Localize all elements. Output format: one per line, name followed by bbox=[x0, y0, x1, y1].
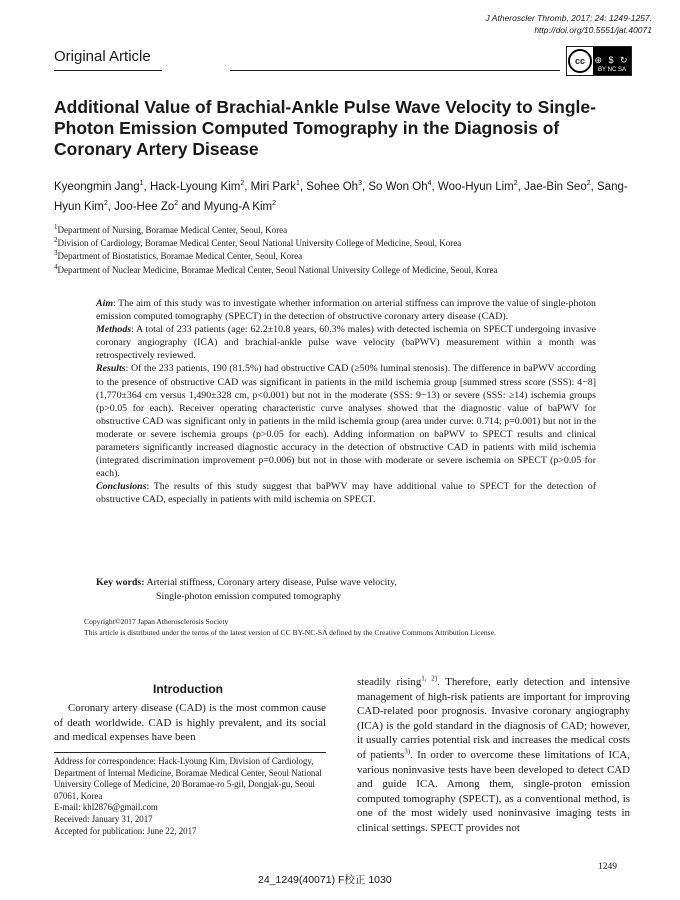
author-separator: , bbox=[517, 181, 525, 193]
citation-ref: 1, 2) bbox=[421, 674, 438, 683]
author-name: Woo-Hyun Lim bbox=[437, 181, 514, 193]
author-name: Kyeongmin Jang bbox=[54, 181, 140, 193]
author-list bbox=[54, 177, 644, 217]
affiliation-text: Department of Biostatistics, Boramae Medical Center, Seoul, Korea bbox=[57, 251, 303, 262]
author-separator: , bbox=[431, 181, 438, 193]
introduction-paragraph: Coronary artery disease (CAD) is the most common cause of death worldwide. CAD is highly prevalent, and its social and medical expenses have been bbox=[54, 702, 326, 744]
affiliation-text: Division of Cardiology, Boramae Medical Center, Seoul National University College of Medicine, Seoul, Korea bbox=[57, 238, 462, 249]
affiliation-text: Department of Nuclear Medicine, Boramae Medical Center, Seoul National University College of Medicine, Seoul, Korea bbox=[57, 264, 498, 275]
author-affiliation-mark: 2 bbox=[272, 200, 277, 208]
journal-citation-block bbox=[486, 12, 652, 36]
author-separator: , bbox=[299, 181, 307, 193]
license-glyphs-icon: ⊕ $ ↻ bbox=[594, 55, 630, 65]
author-separator: , bbox=[244, 181, 251, 193]
author-name: Sang-Hyun Kim bbox=[54, 181, 628, 213]
author-affiliation-mark: 1 bbox=[139, 180, 144, 188]
author-affiliation-mark: 2 bbox=[174, 200, 179, 208]
abstract-conclusions: Conclusions: The results of this study suggest that baPWV may have additional value to SPECT for the detection of obstructive CAD, especially in patients with mild ischemia on SPECT. bbox=[96, 481, 596, 506]
author-affiliation-mark: 2 bbox=[586, 180, 591, 188]
header-rule-left bbox=[54, 70, 162, 71]
cc-license-badge bbox=[566, 46, 632, 76]
affiliation-item bbox=[54, 250, 644, 263]
keywords-line-1: Key words: Arterial stiffness, Coronary artery disease, Pulse wave velocity, bbox=[96, 577, 397, 588]
introduction-continued: steadily rising$^{1, 2)}$. Therefore, early detection and intensive management of high-risk patients are important for improving CAD-related poor prognosis. Invasive coronary angiography (ICA) is the gold standard in the diagnosis of CAD; however, it usually carries potential risk and increases the medical costs of patients$^{3)}$. In order to overcome these limitations of ICA, various noninvasive tests have been developed to detect CAD and guide ICA. Among them, single-proton emission computed tomography (SPECT), as a conventional method, is one of the most widely used noninvasive imaging tests in clinical settings. SPECT provides not bbox=[357, 674, 630, 834]
email-link[interactable]: E-mail: khl2876@gmail.com bbox=[54, 802, 158, 813]
page-number: 1249 bbox=[598, 862, 617, 872]
author-separator: , bbox=[107, 201, 115, 213]
author-affiliation-mark: 2 bbox=[103, 200, 108, 208]
author-name: Myung-A Kim bbox=[203, 201, 273, 213]
doi-link[interactable]: http://doi.org/10.5551/jat.40071 bbox=[534, 25, 652, 35]
introduction-right-column bbox=[357, 675, 630, 836]
affiliation-item bbox=[54, 237, 644, 250]
article-title: Additional Value of Brachial-Ankle Pulse Wave Velocity to Single-Photon Emission Computed Tomography in the Diagnosis of Coronary Artery Disease bbox=[54, 97, 596, 159]
author-name: Sohee Oh bbox=[306, 181, 359, 193]
footnote-rule bbox=[54, 752, 326, 753]
copyright-notice: Copyright©2017 Japan Atherosclerosis Society This article is distributed under the terms of the latest version of CC BY-NC-SA defined by the Creative Commons Attribution License. bbox=[84, 617, 496, 637]
affiliation-number: 2 bbox=[54, 236, 58, 245]
author-affiliation-mark: 1 bbox=[295, 180, 300, 188]
affiliation-number: 1 bbox=[54, 223, 58, 231]
affiliation-number: 3 bbox=[54, 249, 58, 258]
correspondence-line: Address for correspondence: Hack-Lyoung Kim, Division of Cardiology, Department of Internal Medicine, Boramae Medical Center, Seoul National University College of Medicine, 20 Boramae-ro 5-gil, Dongjak-gu, Seoul 07061, Korea bbox=[54, 756, 322, 801]
correspondence-footnote bbox=[54, 756, 326, 837]
author-affiliation-mark: 3 bbox=[358, 180, 362, 188]
keywords bbox=[96, 576, 596, 604]
affiliations bbox=[54, 224, 644, 277]
author-separator: , bbox=[361, 181, 369, 193]
print-code: 24_1249(40071) F校正 1030 bbox=[258, 874, 392, 886]
keywords-label: Key words: bbox=[96, 577, 145, 588]
affiliation-item bbox=[54, 264, 644, 277]
introduction-left-column bbox=[54, 701, 326, 745]
author-affiliation-mark: 2 bbox=[240, 180, 245, 188]
author-name: Hack-Lyoung Kim bbox=[149, 181, 241, 193]
author-name: Miri Park bbox=[250, 181, 296, 193]
abstract-results: Results: Of the 233 patients, 190 (81.5%) had obstructive CAD (≥50% luminal stenosis). The difference in baPWV according to the presence of obstructive CAD was significant in patients in the mild ischemia group [summed stress score (SSS): 4−8] (1,770±364 cm versus 1,490±328 cm, p<0.001) but not in the moderate (SSS: 9−13) or severe (SSS: ≥14) ischemia groups (p>0.05 for each). Receiver operating characteristic curve analyses showed that the diagnostic value of baPWV for obstructive CAD was significant only in patients in the mild ischemia group (area under curve: 0.714; p=0.001) but not in the moderate or severe ischemia groups (p>0.05 for each). Adding information on baPWV to SPECT results and clinical parameters significantly increased diagnostic accuracy in the detection of obstructive CAD in patients with mild ischemia (integrated discrimination improvement p=0.006) but not in those with moderate or severe ischemia on SPECT (p>0.05 for each). bbox=[96, 363, 596, 480]
journal-citation: J Atheroscler Thromb, 2017; 24: 1249-1257. bbox=[485, 13, 652, 23]
author-separator: and bbox=[178, 201, 204, 213]
header-rule-right bbox=[230, 70, 560, 71]
cc-logo-icon: cc bbox=[567, 48, 593, 74]
license-labels: BY NC SA bbox=[598, 67, 626, 73]
affiliation-text: Department of Nursing, Boramae Medical Center, Seoul, Korea bbox=[57, 225, 288, 235]
author-separator: , bbox=[590, 181, 598, 193]
author-name: So Won Oh bbox=[368, 181, 428, 193]
introduction-heading: Introduction bbox=[153, 682, 223, 696]
correspondence-line: Received: January 31, 2017 bbox=[54, 813, 153, 824]
author-name: Jae-Bin Seo bbox=[524, 181, 587, 193]
abstract bbox=[96, 297, 596, 507]
author-affiliation-mark: 4 bbox=[427, 180, 432, 188]
citation-ref: 3) bbox=[404, 747, 411, 756]
author-name: Joo-Hee Zo bbox=[114, 201, 175, 213]
author-separator: , bbox=[143, 181, 150, 193]
correspondence-line: Accepted for publication: June 22, 2017 bbox=[54, 825, 197, 836]
author-affiliation-mark: 2 bbox=[513, 180, 518, 188]
abstract-methods: Methods: A total of 233 patients (age: 62.2±10.8 years, 60.3% males) with detected ischemia on SPECT undergoing invasive coronary angiography (ICA) and brachial-ankle pulse wave velocity (baPWV) measurement within a month was retrospectively reviewed. bbox=[96, 324, 596, 362]
affiliation-number: 4 bbox=[54, 262, 58, 271]
by-nc-sa-icons bbox=[593, 47, 631, 75]
keywords-line-2: Single-photon emission computed tomography bbox=[156, 591, 342, 602]
article-type: Original Article bbox=[54, 48, 151, 65]
affiliation-item bbox=[54, 224, 644, 237]
abstract-aim: Aim: The aim of this study was to investigate whether information on arterial stiffness can improve the value of single-photon emission computed tomography (SPECT) in the detection of obstructive coronary artery disease (CAD). bbox=[96, 298, 596, 323]
